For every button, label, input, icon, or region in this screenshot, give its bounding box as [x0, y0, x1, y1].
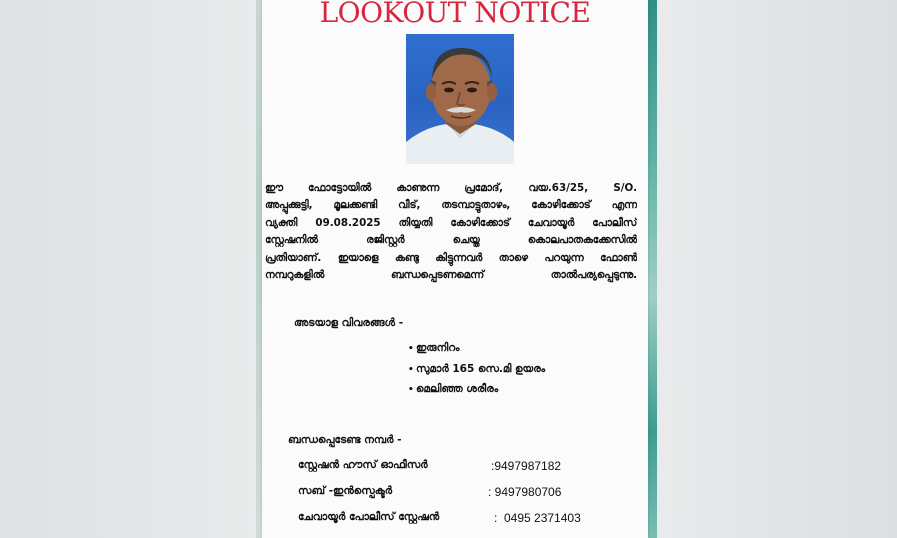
identification-heading: അടയാള വിവരങ്ങൾ -: [294, 317, 404, 329]
identification-item: [408, 359, 545, 380]
description-line: ഈ ഫോട്ടോയിൽ കാണുന്ന പ്രമോദ്, വയ.63/25, S/O.: [265, 182, 637, 194]
contact-name: സബ് -ഇൻസ്പെക്ടർ: [298, 485, 393, 497]
person-portrait-icon: [406, 34, 514, 164]
bullet-icon: •: [408, 364, 414, 375]
poster-right-edge: [648, 0, 657, 538]
contact-name: സ്റ്റേഷൻ ഹൗസ് ഓഫീസർ: [298, 459, 428, 471]
description-line: വ്യക്തി 09.08.2025 തിയ്യതി കോഴിക്കോട് ചേവായൂർ പോലീസ്: [265, 216, 637, 229]
bullet-icon: •: [408, 385, 414, 395]
description-line: നമ്പറുകളിൽ ബന്ധപ്പെടണമെന്ന് താൽപര്യപ്പെടുന്നു.: [265, 269, 637, 282]
contacts-heading: ബന്ധപ്പെടേണ്ട നമ്പർ -: [288, 434, 402, 446]
description-line: അപ്പുക്കുട്ടി, മൂലക്കണ്ടി വീട്, തടമ്പാട്ടുതാഴം, കോഴിക്കോട് എന്ന: [265, 199, 637, 212]
contact-number: : 0495 2371403: [494, 511, 581, 525]
lookout-notice-poster: [262, 0, 648, 538]
bullet-icon: •: [408, 344, 414, 354]
contact-row-si: [298, 485, 648, 505]
contact-number: :9497987182: [491, 459, 562, 473]
identification-list: [408, 338, 545, 400]
identification-text: ഇരുനിറം: [416, 342, 460, 354]
description-line: സ്റ്റേഷനിൽ രജിസ്റ്റർ ചെയ്ത കൊലപാതകക്കേസിൽ: [265, 234, 637, 247]
notice-description: [265, 180, 637, 284]
identification-item: [408, 338, 545, 359]
identification-text: സുമാർ 165 സെ.മി ഉയരം: [416, 362, 546, 375]
identification-text: മെലിഞ്ഞ ശരീരം: [416, 383, 499, 395]
contact-row-station: [298, 511, 648, 531]
identification-item: [408, 379, 545, 400]
contact-name: ചേവായൂർ പോലീസ് സ്റ്റേഷൻ: [298, 511, 440, 523]
notice-title: LOOKOUT NOTICE: [319, 0, 591, 29]
description-line: പ്രതിയാണ്. ഇയാളെ കണ്ടു കിട്ടുന്നവർ താഴെ പറയുന്ന ഫോൺ: [265, 251, 637, 264]
suspect-photo: [406, 34, 514, 164]
contact-number: : 9497980706: [488, 485, 562, 499]
contact-row-sho: [298, 459, 648, 479]
